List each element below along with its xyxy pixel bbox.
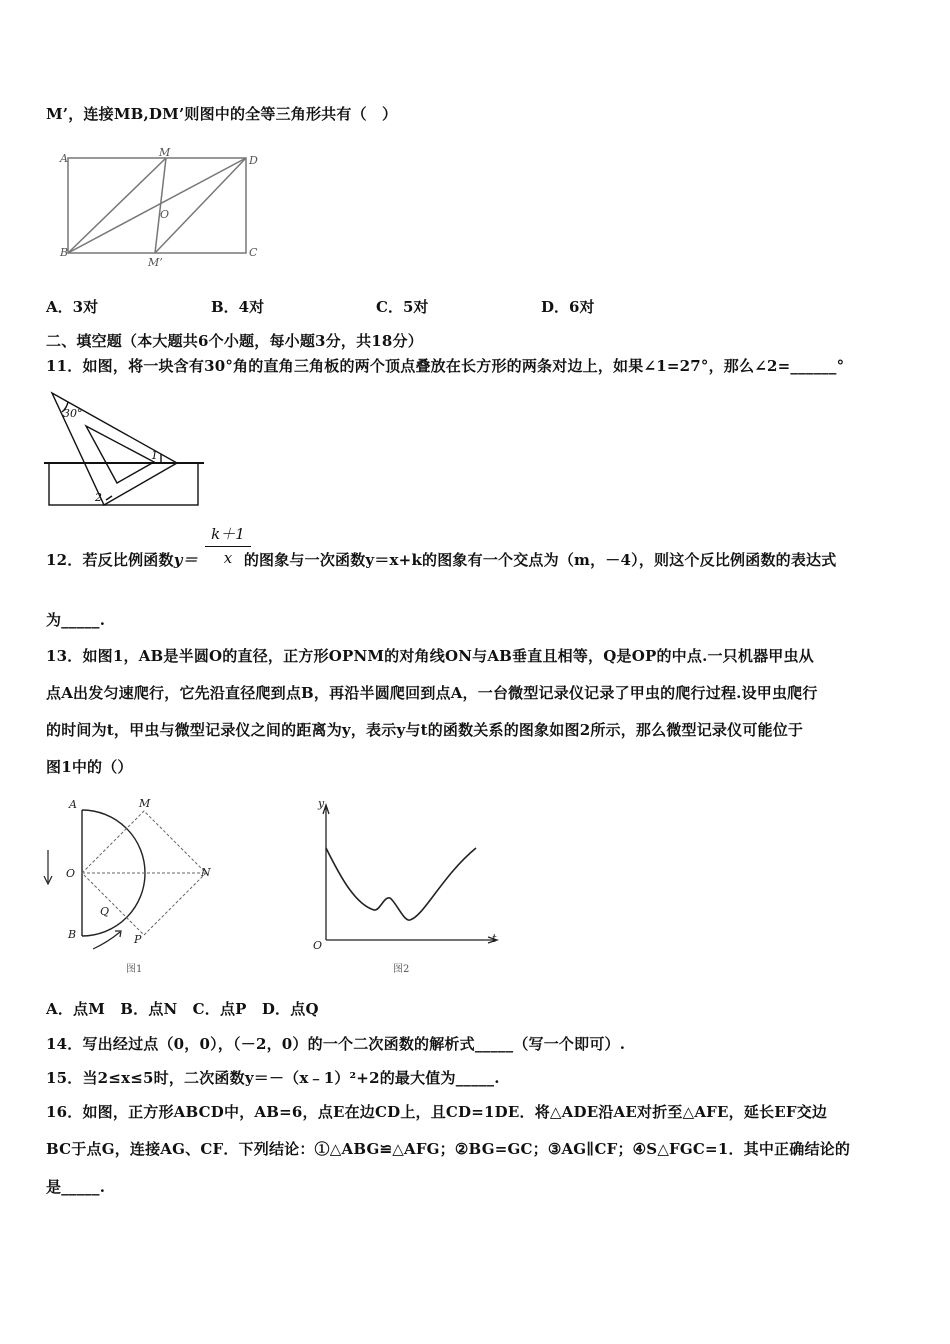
fig13b-label-y: y — [318, 797, 325, 810]
fig10-label-a: A — [60, 152, 68, 165]
q11-text: 11．如图，将一块含有30°角的直角三角板的两个顶点叠放在长方形的两条对边上，如果∠1=27°，那么∠2=______° — [46, 357, 845, 375]
q10-tail-text: M’，连接MB,DM’则图中的全等三角形共有（ ） — [46, 105, 398, 123]
q10-option-c: C．5对 — [376, 298, 429, 316]
q10-option-d: D．6对 — [541, 298, 595, 316]
q13-line-2: 点A出发匀速爬行，它先沿直径爬到点B，再沿半圆爬回到点A，一台微型记录仪记录了甲虫的爬行过程.设甲虫爬行 — [46, 684, 818, 702]
q16-line-3: 是_____. — [46, 1178, 106, 1196]
fig11-label-1: 1 — [151, 449, 158, 462]
q12-y-eq: y＝ — [173, 551, 198, 569]
q10-option-b: B．4对 — [211, 298, 265, 316]
fig13b-caption: 图2 — [393, 964, 410, 975]
fig13a-label-q: Q — [100, 905, 110, 918]
fig10-label-d: D — [249, 154, 258, 167]
q15-text: 15．当2≤x≤5时，二次函数y＝－（x﹣1）²+2的最大值为_____. — [46, 1069, 500, 1087]
q14-text: 14．写出经过点（0，0），（－2，0）的一个二次函数的解析式_____（写一个即可）. — [46, 1035, 626, 1053]
q12-suffix: 的图象与一次函数y＝x+k的图象有一个交点为（m，－4），则这个反比例函数的表达式 — [243, 551, 837, 569]
fig13a-label-o: O — [66, 867, 76, 880]
q13-line-1: 13．如图1，AB是半圆O的直径，正方形OPNM的对角线ON与AB垂直且相等，Q是OP的中点.一只机器甲虫从 — [46, 647, 814, 665]
fig13a-label-b: B — [68, 928, 77, 941]
q16-line-1: 16．如图，正方形ABCD中，AB=6，点E在边CD上，且CD=1DE．将△ADE沿AE对折至△AFE，延长EF交边 — [46, 1103, 828, 1121]
fig13b-label-t: t — [492, 932, 497, 945]
q12-text — [46, 549, 836, 570]
fig11-label-2: 2 — [95, 491, 102, 504]
fig13a-caption: 图1 — [126, 964, 143, 975]
q13-figure-2 — [306, 792, 506, 978]
q13-figure-1 — [38, 792, 228, 978]
q10-option-a: A．3对 — [46, 298, 99, 316]
q10-figure — [58, 146, 268, 268]
q13-options: A．点M B．点N C．点P D．点Q — [46, 1000, 319, 1018]
q11-figure — [44, 388, 209, 508]
fig10-label-mprime: M’ — [148, 256, 163, 268]
q12-numerator: k＋1 — [205, 523, 251, 547]
q12-prefix: 12．若反比例函数 — [46, 551, 174, 569]
fig13a-label-n: N — [201, 866, 211, 879]
fig13a-label-p: P — [134, 933, 142, 946]
q12-line2: 为_____. — [46, 611, 106, 629]
q13-line-4: 图1中的（） — [46, 758, 133, 776]
q13-line-3: 的时间为t，甲虫与微型记录仪之间的距离为y，表示y与t的函数关系的图象如图2所示，那么微型记录仪可能位于 — [46, 721, 804, 739]
fig10-label-c: C — [249, 246, 258, 259]
fig11-angle-30: 30° — [63, 407, 83, 420]
fig13a-label-m: M — [139, 797, 151, 810]
q16-line-2: BC于点G，连接AG、CF．下列结论：①△ABG≌△AFG；②BG=GC；③AG∥CF；④S△FGC=1．其中正确结论的 — [46, 1140, 851, 1158]
section-2-heading: 二、填空题（本大题共6个小题，每小题3分，共18分） — [46, 332, 423, 350]
q12-denominator: x — [223, 549, 233, 567]
fig10-label-o: O — [160, 208, 170, 221]
fig13a-label-a: A — [69, 798, 77, 811]
q12-fraction — [205, 523, 251, 567]
fig13b-label-o: O — [313, 939, 323, 952]
fig10-label-m: M — [159, 146, 171, 159]
fig10-label-b: B — [60, 246, 69, 259]
